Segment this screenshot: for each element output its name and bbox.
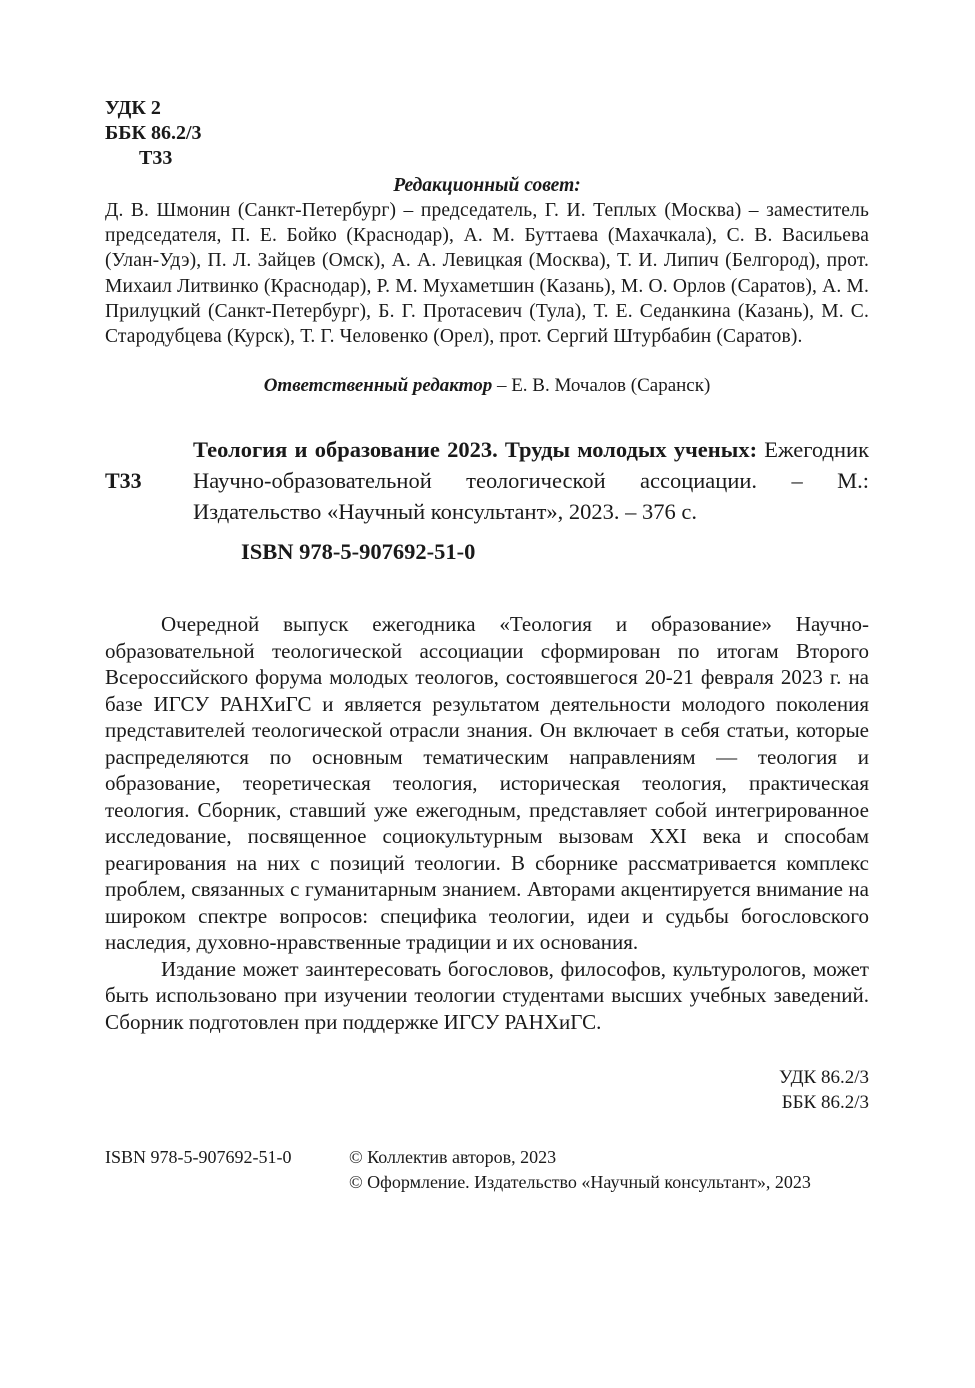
editorial-board-list: Д. В. Шмонин (Санкт-Петербург) – председатель, Г. И. Теплых (Москва) – заместитель председателя, П. Е. Бойко (Краснодар), А. М. Буттаева (Махачкала), С. В. Васильева (Улан-Удэ), П. Л. Зайцев (Омск), А. А. Левицкая (Москва), Т. И. Липич (Белгород), прот. Михаил Литвинко (Краснодар), Р. М. Мухаметшин (Казань), М. О. Орлов (Саратов), А. М. Прилуцкий (Санкт-Петербург), Б. Г. Протасевич (Тула), Т. Е. Седанкина (Казань), М. С. Стародубцева (Курск), Т. Г. Человенко (Орел), прот. Сергий Штурбабин (Саратов). <box>105 200 869 348</box>
classification-codes <box>105 96 869 171</box>
copyright-lines <box>349 1145 811 1195</box>
udk-code: УДК 2 <box>105 97 161 119</box>
copyright-isbn: ISBN 978-5-907692-51-0 <box>105 1147 292 1168</box>
responsible-editor-label: Ответственный редактор <box>263 375 493 397</box>
author-cipher: Т33 <box>139 147 173 169</box>
entry-cipher: Т33 <box>105 468 142 494</box>
entry-description <box>193 434 869 527</box>
abstract <box>105 611 869 1035</box>
abstract-paragraph-1: Очередной выпуск ежегодника «Теология и образование» Научно-образовательной теологической ассоциации сформирован по итогам Второго Всероссийского форума молодых теологов, состоявшегося 20-21 февраля 2023 г. на базе ИГСУ РАНХиГС и является результатом деятельности молодого поколения представителей теологической отрасли знания. Он включает в себя статьи, которые распределяются по основным тематическим направлениям — теология и образование, теоретическая теология, историческая теология, практическая теология. Сборник, ставший уже ежегодным, представляет собой интегрированное исследование, посвященное социокультурным вызовам XXI века и способам реагирования на них с позиций теологии. В сборнике рассматривается комплекс проблем, связанных с гуманитарным знанием. Авторами акцентируется внимание на широком спектре вопросов: специфика теологии, идеи и судьбы богословского наследия, духовно-нравственные традиции и их основания. <box>105 612 869 955</box>
responsible-editor <box>105 373 869 398</box>
entry-isbn: ISBN 978-5-907692-51-0 <box>241 539 476 565</box>
abstract-paragraph-2: Издание может заинтересовать богословов, философов, культурологов, может быть использовано при изучении теологии студентами высших учебных заведений. Сборник подготовлен при поддержке ИГСУ РАНХиГС. <box>105 956 869 1034</box>
copyright-authors: © Коллектив авторов, 2023 <box>349 1147 557 1168</box>
copyright-block <box>105 1145 869 1195</box>
bottom-bbk-code: ББК 86.2/3 <box>781 1092 869 1114</box>
responsible-editor-name: – Е. В. Мочалов (Саранск) <box>492 375 711 397</box>
bottom-udk-code: УДК 86.2/3 <box>779 1067 869 1089</box>
entry-title: Теология и образование 2023. Труды молодых ученых: <box>193 437 758 463</box>
entry-details: Ежегодник Научно-образовательной теологической ассоциации. – М.: Издательство «Научный консультант», 2023. – 376 с. <box>193 437 869 525</box>
bottom-classification-codes <box>105 1065 869 1115</box>
copyright-design: © Оформление. Издательство «Научный консультант», 2023 <box>349 1172 811 1193</box>
imprint-page <box>105 96 869 1195</box>
bibliographic-entry <box>105 434 869 567</box>
editorial-board-title: Редакционный совет: <box>393 175 581 196</box>
bbk-code: ББК 86.2/3 <box>105 122 202 144</box>
